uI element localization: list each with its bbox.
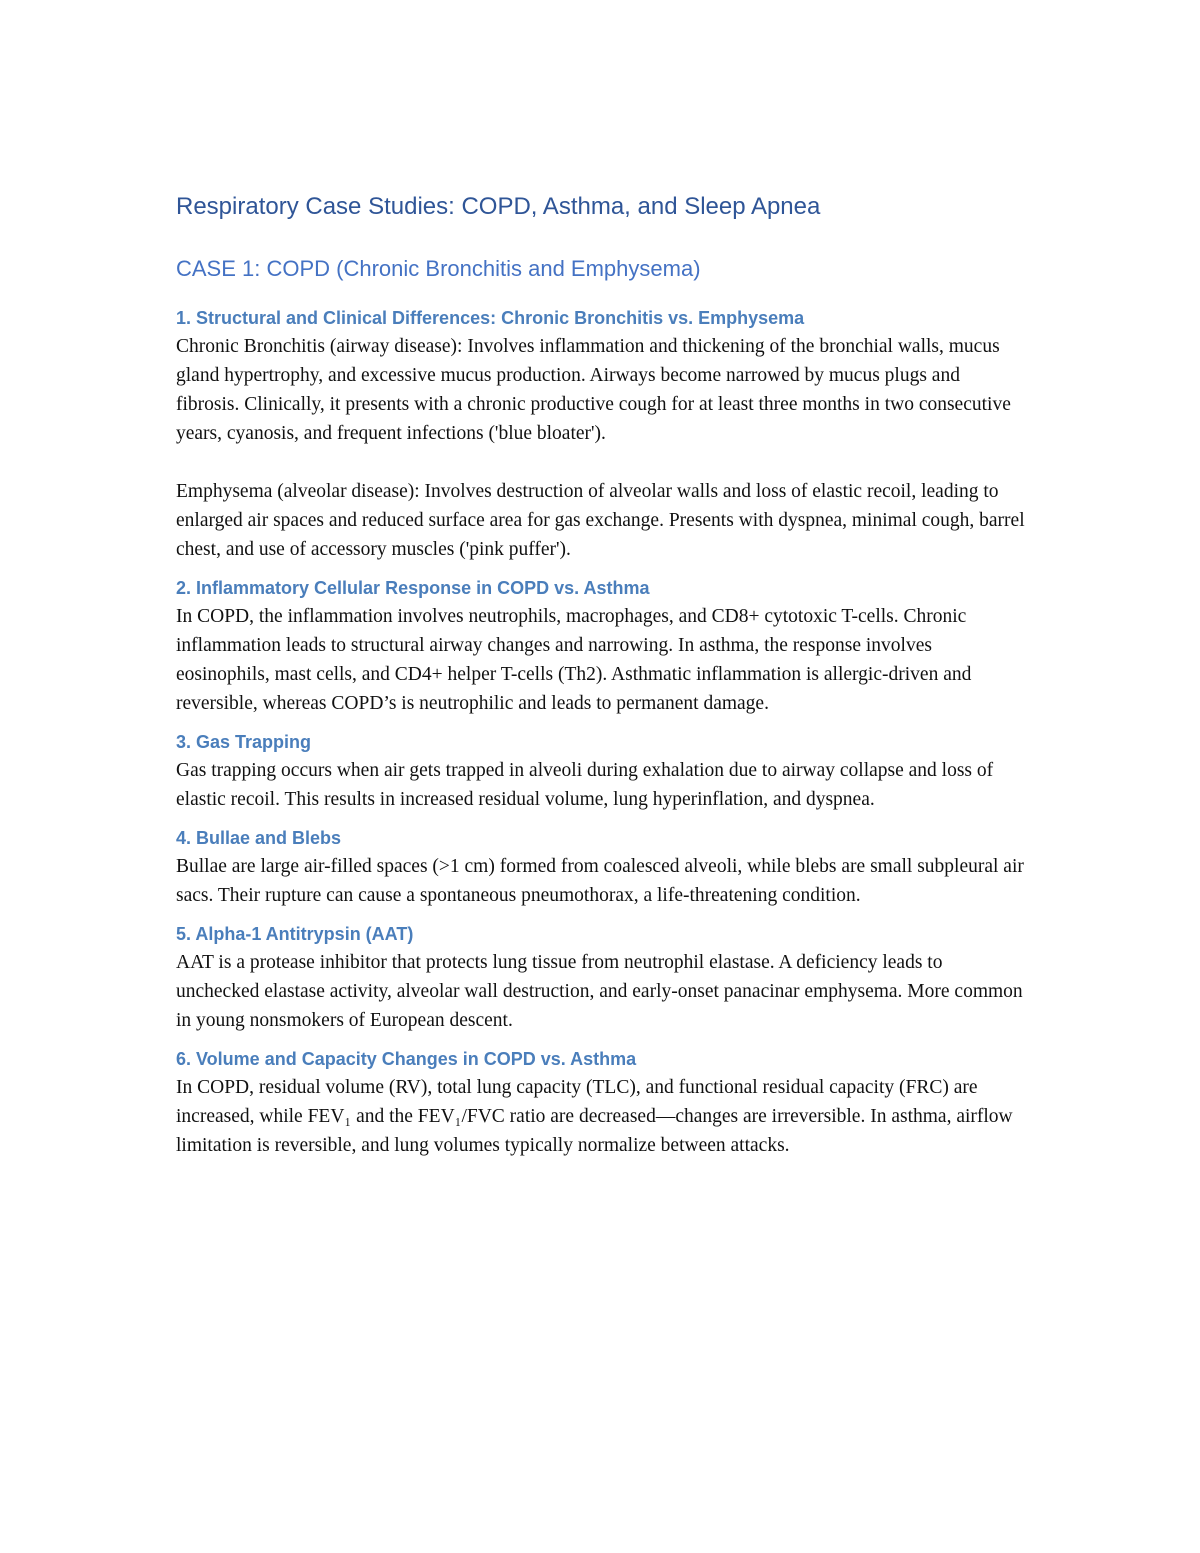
section-heading: 6. Volume and Capacity Changes in COPD vs. Asthma	[176, 1049, 637, 1069]
section-gas-trapping	[176, 728, 1026, 814]
section-heading: 5. Alpha-1 Antitrypsin (AAT)	[176, 924, 414, 944]
paragraph-gas-trapping: Gas trapping occurs when air gets trapped in alveoli during exhalation due to airway collapse and loss of elastic recoil. This results in increased residual volume, lung hyperinflation, and dyspnea.	[176, 760, 994, 810]
section-volume-capacity	[176, 1045, 1026, 1160]
paragraph-volume-capacity: In COPD, residual volume (RV), total lung capacity (TLC), and functional residual capacity (FRC) are increased, while FEV₁ and the FEV₁/FVC ratio are decreased—changes are irreversible. In asthma, airflow limitation is reversible, and lung volumes typically normalize between attacks.	[176, 1077, 1013, 1156]
section-heading: 3. Gas Trapping	[176, 732, 312, 752]
section-inflammatory-response	[176, 574, 1026, 718]
paragraph-bullae-blebs: Bullae are large air-filled spaces (>1 cm) formed from coalesced alveoli, while blebs are small subpleural air sacs. Their rupture can cause a spontaneous pneumothorax, a life-threatening condition.	[176, 856, 1024, 906]
document-page	[176, 190, 1026, 1170]
paragraph-emphysema: Emphysema (alveolar disease): Involves destruction of alveolar walls and loss of elastic recoil, leading to enlarged air spaces and reduced surface area for gas exchange. Presents with dyspnea, minimal cough, barrel chest, and use of accessory muscles ('pink puffer').	[176, 481, 1025, 560]
paragraph-alpha1-antitrypsin: AAT is a protease inhibitor that protects lung tissue from neutrophil elastase. A deficiency leads to unchecked elastase activity, alveolar wall destruction, and early-onset panacinar emphysema. More common in young nonsmokers of European descent.	[176, 952, 1023, 1031]
paragraph-chronic-bronchitis: Chronic Bronchitis (airway disease): Involves inflammation and thickening of the bronchial walls, mucus gland hypertrophy, and excessive mucus production. Airways become narrowed by mucus plugs and fibrosis. Clinically, it presents with a chronic productive cough for at least three months in two consecutive years, cyanosis, and frequent infections ('blue bloater').	[176, 336, 1011, 444]
case-title: CASE 1: COPD (Chronic Bronchitis and Emphysema)	[176, 256, 701, 281]
section-heading: 1. Structural and Clinical Differences: Chronic Bronchitis vs. Emphysema	[176, 308, 805, 328]
section-heading: 4. Bullae and Blebs	[176, 828, 342, 848]
paragraph-inflammatory-response: In COPD, the inflammation involves neutrophils, macrophages, and CD8+ cytotoxic T-cells. Chronic inflammation leads to structural airway changes and narrowing. In asthma, the response involves eosinophils, mast cells, and CD4+ helper T-cells (Th2). Asthmatic inflammation is allergic-driven and reversible, whereas COPD’s is neutrophilic and leads to permanent damage.	[176, 606, 972, 714]
section-bullae-blebs	[176, 824, 1026, 910]
section-structural-differences	[176, 304, 1026, 564]
section-alpha1-antitrypsin	[176, 920, 1026, 1035]
section-heading: 2. Inflammatory Cellular Response in COPD vs. Asthma	[176, 578, 650, 598]
document-title: Respiratory Case Studies: COPD, Asthma, and Sleep Apnea	[176, 193, 821, 220]
